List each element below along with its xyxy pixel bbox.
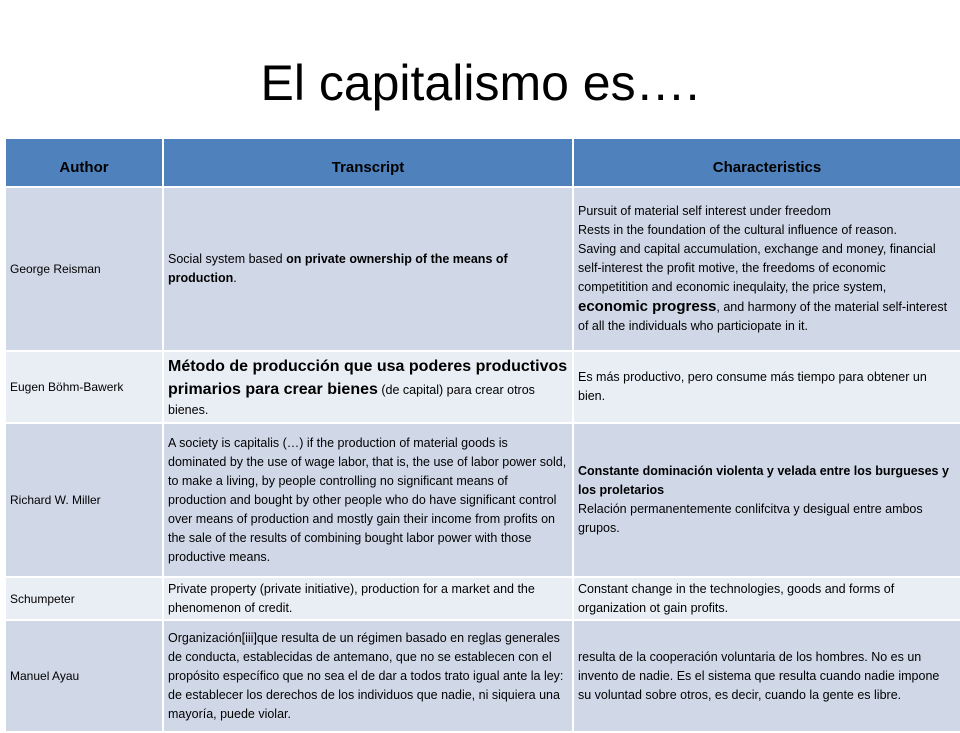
- header-transcript: Transcript: [163, 138, 573, 187]
- transcript-emphasis: Método de producción que usa poderes productivos primarios para crear bienes: [168, 357, 568, 398]
- header-author: Author: [5, 138, 163, 187]
- table-row: [5, 577, 960, 620]
- characteristics-cell: resulta de la cooperación voluntaria de los hombres. No es un invento de nadie. Es el sistema que resulta cuando nadie impone su voluntad sobre otros, es decir, cuando la gente es libre.: [573, 620, 960, 732]
- transcript-cell: Private property (private initiative), production for a market and the phenomenon of credit.: [163, 577, 573, 620]
- table-row: [5, 620, 960, 732]
- table-row: [5, 187, 960, 351]
- characteristics-emphasis: Constante dominación violenta y velada entre los burgueses y los proletarios: [578, 464, 949, 497]
- transcript-cell: Organización[iii]que resulta de un régimen basado en reglas generales de conducta, establecidas de antemano, que no se establecen con el propósito específico que no sea el de dar a todos trato igual ante la ley: de establecer los derechos de los individuos que nadie, ni siquiera una mayoría, puede violar.: [163, 620, 573, 732]
- transcript-text: .: [233, 271, 237, 285]
- author-cell: Richard W. Miller: [5, 423, 163, 577]
- table-row: [5, 423, 960, 577]
- transcript-cell: [163, 351, 573, 423]
- transcript-cell: [163, 187, 573, 351]
- capitalism-table: [4, 137, 960, 733]
- slide-title: El capitalismo es….: [260, 55, 700, 111]
- characteristics-text: Relación permanentemente conlifcitva y desigual entre ambos grupos.: [578, 502, 923, 535]
- table-row: [5, 351, 960, 423]
- author-cell: Schumpeter: [5, 577, 163, 620]
- author-cell: Eugen Böhm-Bawerk: [5, 351, 163, 423]
- characteristics-cell: [573, 423, 960, 577]
- transcript-cell: A society is capitalis (…) if the production of material goods is dominated by the use of wage labor, that is, the use of labor power sold, to make a living, by people controlling no significant means of production and bought by other people who do have significant control over means of production and mostly gain their income from profits on the sale of the results of combining bought labor power with those productive means.: [163, 423, 573, 577]
- characteristics-cell: [573, 187, 960, 351]
- transcript-text: (de capital) para crear otros bienes.: [168, 382, 535, 417]
- characteristics-text: Pursuit of material self interest under freedom Rests in the foundation of the cultural influence of reason. Saving and capital accumulation, exchange and money, financial self-interest the profit motive, the freedoms of economic competitition and economic inequlaity, the price system,: [578, 204, 936, 294]
- characteristics-cell: Constant change in the technologies, goods and forms of organization ot gain profits.: [573, 577, 960, 620]
- transcript-text: Social system based: [168, 252, 287, 266]
- author-cell: George Reisman: [5, 187, 163, 351]
- characteristics-emphasis: economic progress: [578, 298, 717, 315]
- author-cell: Manuel Ayau: [5, 620, 163, 732]
- transcript-emphasis: on private ownership of the means of production: [168, 252, 508, 285]
- characteristics-cell: Es más productivo, pero consume más tiempo para obtener un bien.: [573, 351, 960, 423]
- characteristics-text: , and harmony of the material self-interest of all the individuals who particiopate in it.: [578, 300, 948, 333]
- header-characteristics: Characteristics: [573, 138, 960, 187]
- table-header-row: [5, 138, 960, 187]
